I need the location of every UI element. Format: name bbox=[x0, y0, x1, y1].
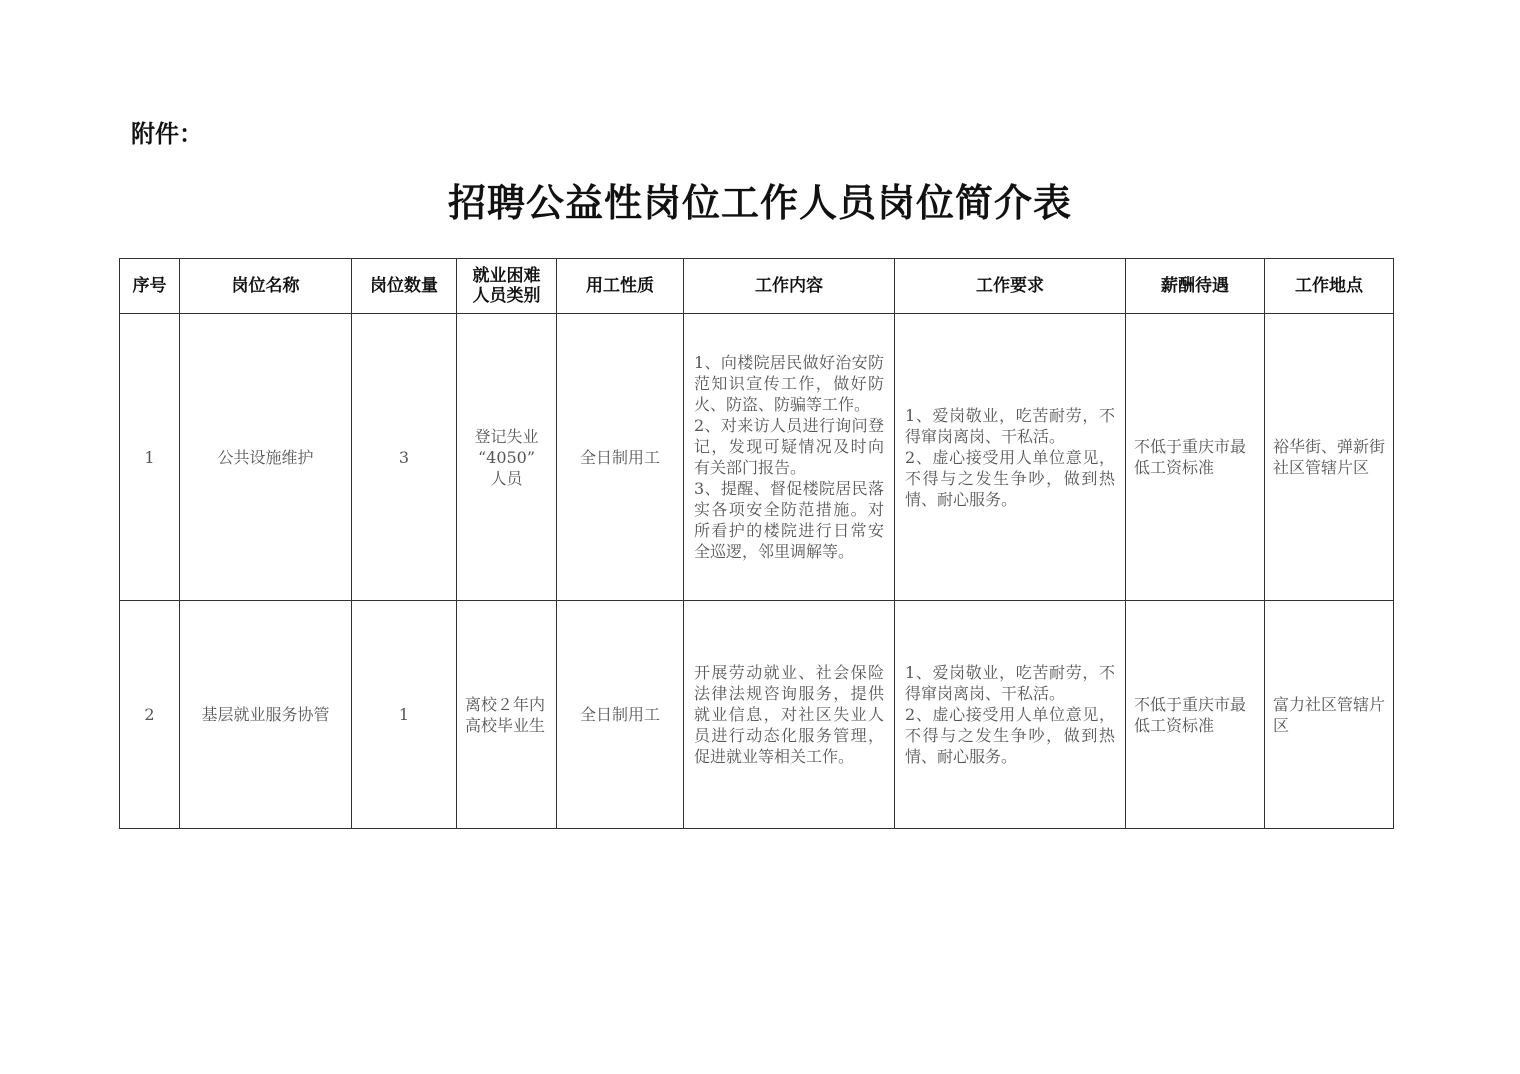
cell-nature: 全日制用工 bbox=[557, 314, 684, 601]
header-content: 工作内容 bbox=[684, 259, 895, 314]
header-nature: 用工性质 bbox=[557, 259, 684, 314]
header-no: 序号 bbox=[120, 259, 180, 314]
position-table bbox=[119, 258, 1394, 829]
table-header-row bbox=[120, 259, 1394, 314]
header-position: 岗位名称 bbox=[180, 259, 352, 314]
header-location: 工作地点 bbox=[1265, 259, 1394, 314]
cell-location: 富力社区管辖片区 bbox=[1265, 601, 1394, 829]
cell-position: 基层就业服务协管 bbox=[180, 601, 352, 829]
header-salary: 薪酬待遇 bbox=[1126, 259, 1265, 314]
cell-category: 登记失业 “4050” 人员 bbox=[457, 314, 557, 601]
cell-location: 裕华街、弹新街社区管辖片区 bbox=[1265, 314, 1394, 601]
cell-position: 公共设施维护 bbox=[180, 314, 352, 601]
cell-nature: 全日制用工 bbox=[557, 601, 684, 829]
cell-no: 2 bbox=[120, 601, 180, 829]
attachment-label: 附件： bbox=[131, 120, 203, 148]
cell-salary: 不低于重庆市最低工资标准 bbox=[1126, 314, 1265, 601]
cell-content: 开展劳动就业、社会保险法律法规咨询服务，提供就业信息，对社区失业人员进行动态化服务管理，促进就业等相关工作。 bbox=[684, 601, 895, 829]
cell-requirements: 1、爱岗敬业，吃苦耐劳，不得窜岗离岗、干私活。 2、虚心接受用人单位意见，不得与之发生争吵，做到热情、耐心服务。 bbox=[895, 601, 1126, 829]
cell-salary: 不低于重庆市最低工资标准 bbox=[1126, 601, 1265, 829]
cell-count: 1 bbox=[352, 601, 457, 829]
cell-content: 1、向楼院居民做好治安防范知识宣传工作，做好防火、防盗、防骗等工作。 2、对来访人员进行询问登记，发现可疑情况及时向有关部门报告。 3、提醒、督促楼院居民落实各项安全防范措施。对所看护的楼院进行日常安全巡逻，邻里调解等。 bbox=[684, 314, 895, 601]
header-category: 就业困难 人员类别 bbox=[457, 259, 557, 314]
cell-category: 离校２年内高校毕业生 bbox=[457, 601, 557, 829]
header-requirements: 工作要求 bbox=[895, 259, 1126, 314]
table-row bbox=[120, 601, 1394, 829]
table-row bbox=[120, 314, 1394, 601]
cell-requirements: 1、爱岗敬业，吃苦耐劳，不得窜岗离岗、干私活。 2、虚心接受用人单位意见，不得与之发生争吵，做到热情、耐心服务。 bbox=[895, 314, 1126, 601]
header-count: 岗位数量 bbox=[352, 259, 457, 314]
cell-count: 3 bbox=[352, 314, 457, 601]
cell-no: 1 bbox=[120, 314, 180, 601]
page-title: 招聘公益性岗位工作人员岗位简介表 bbox=[447, 180, 1072, 225]
